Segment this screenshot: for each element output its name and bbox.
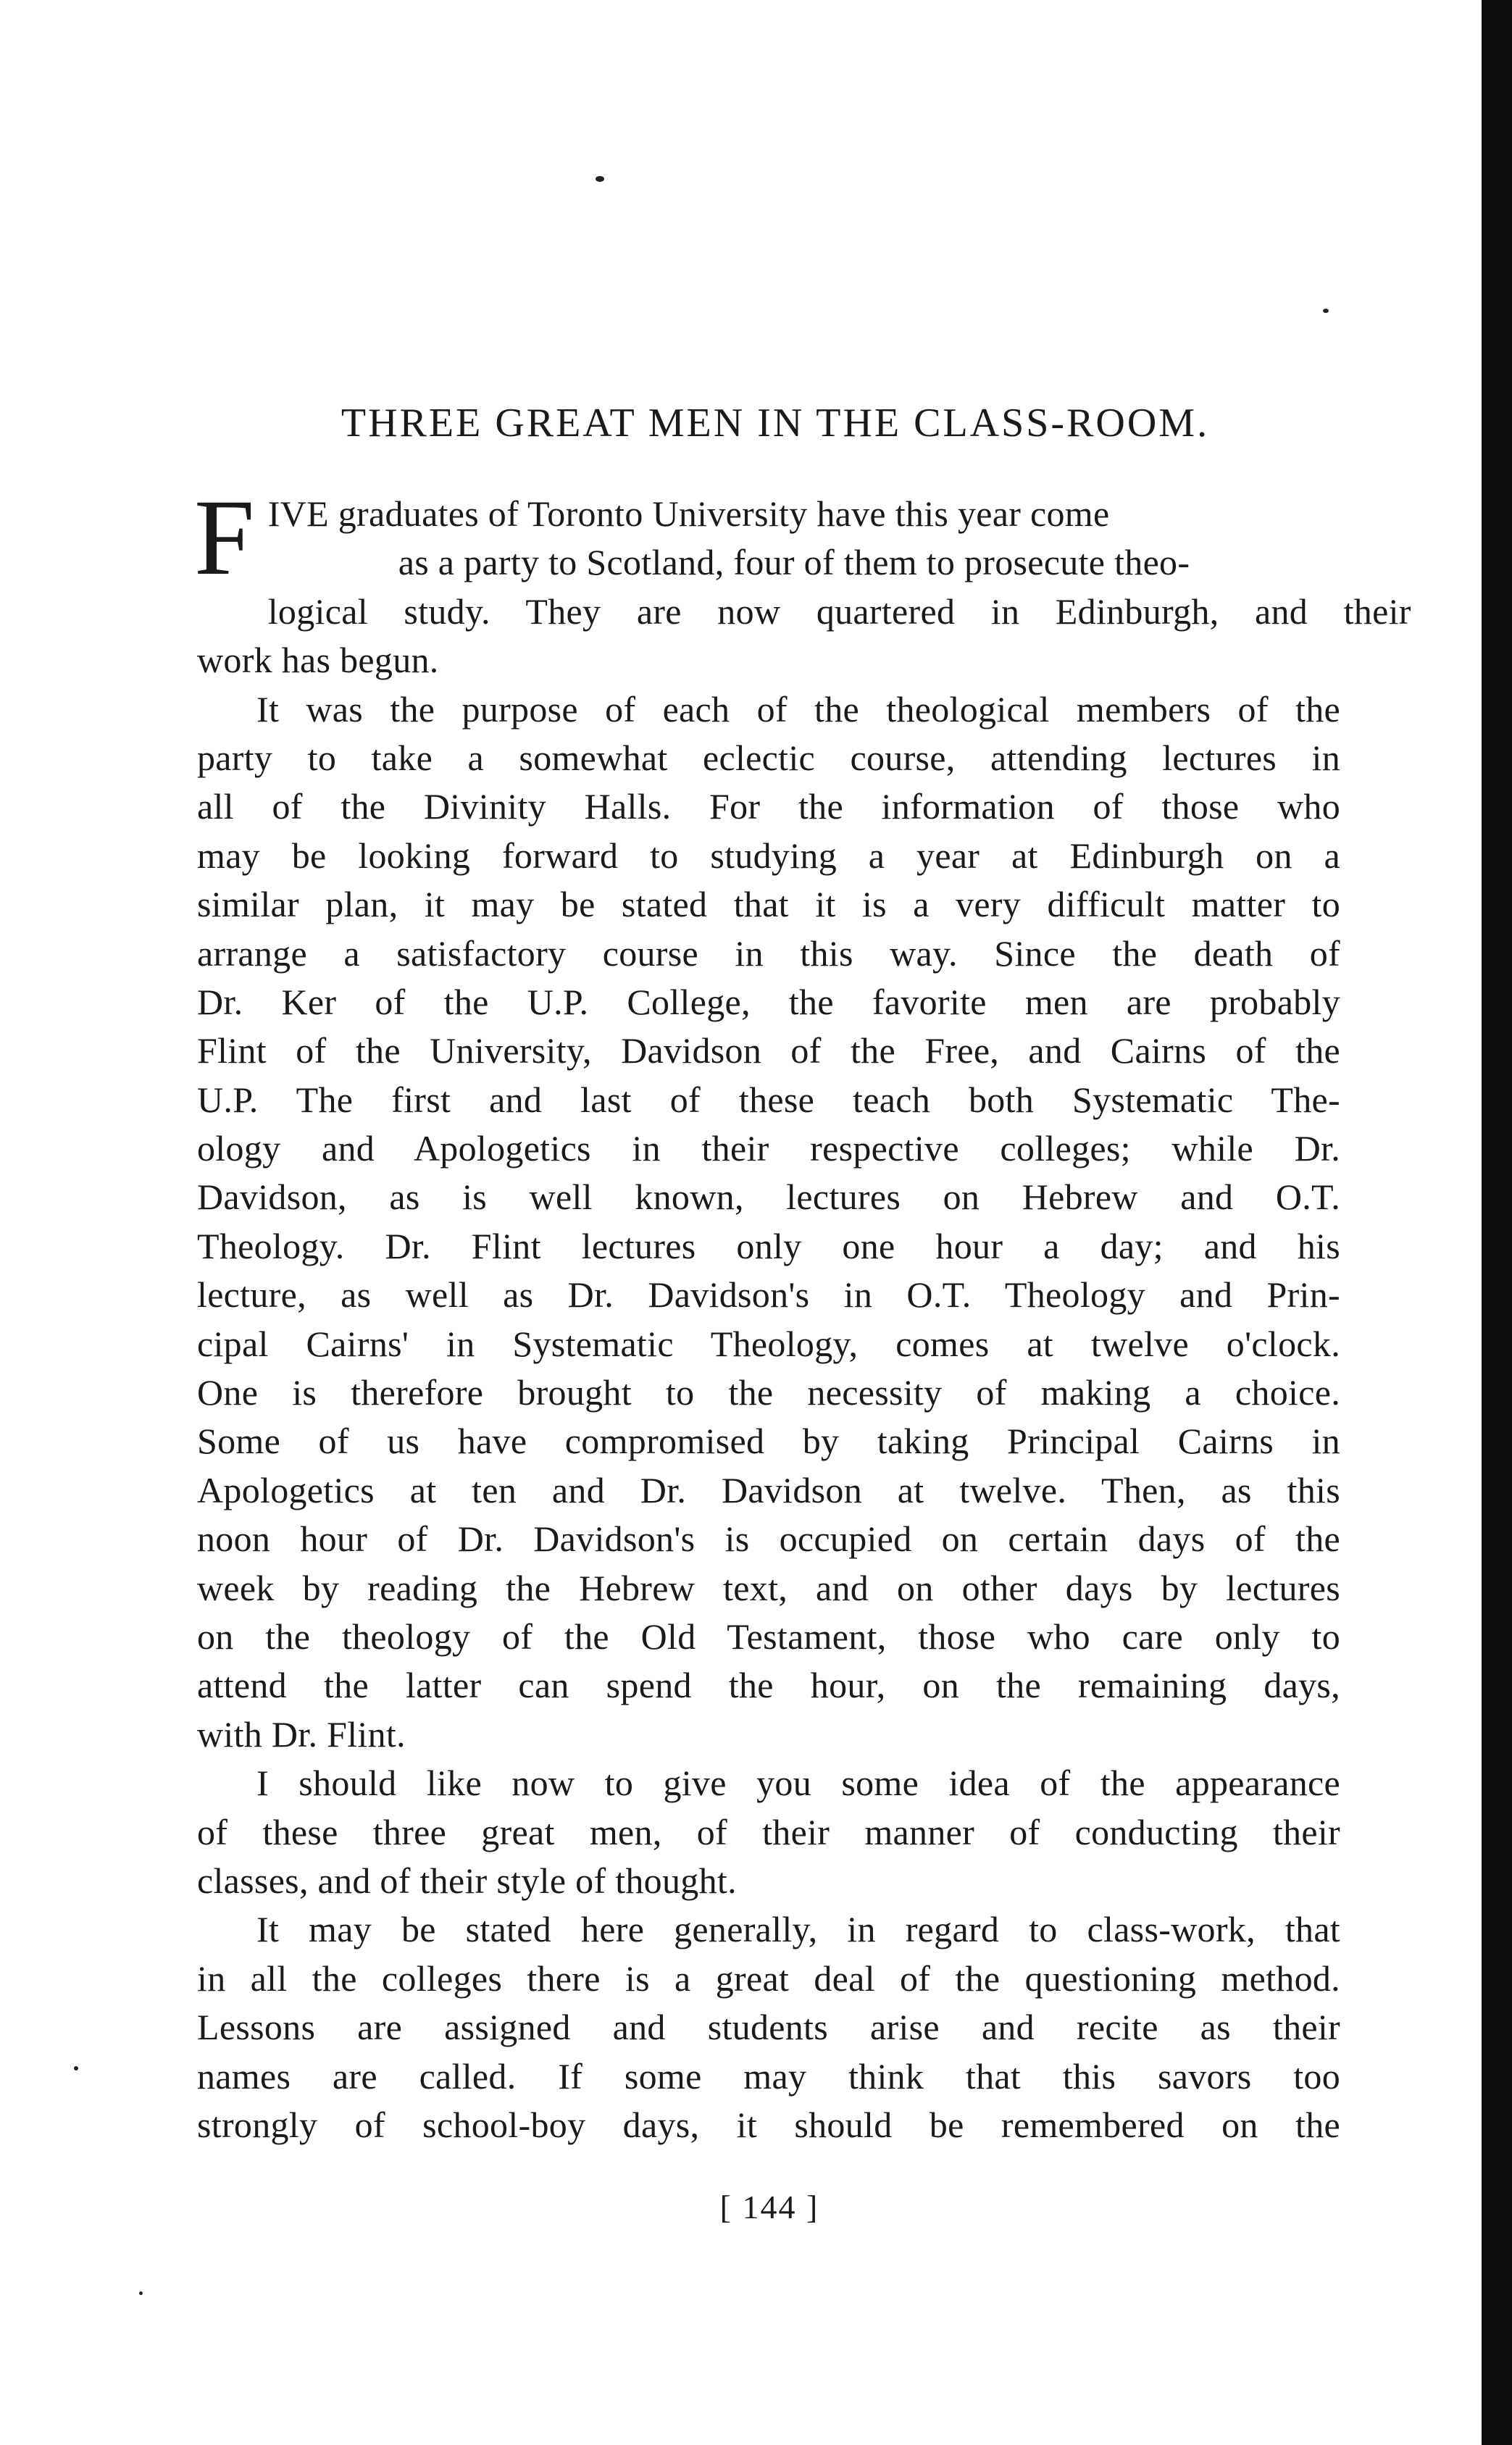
text-line: on the theology of the Old Testament, those who care only to <box>197 1616 1340 1657</box>
chapter-title: THREE GREAT MEN IN THE CLASS-ROOM. <box>341 401 1210 446</box>
text-line: U.P. The first and last of these teach both Systematic The- <box>197 1079 1340 1120</box>
text-line: week by reading the Hebrew text, and on other days by lectures <box>197 1567 1340 1608</box>
text-line: Flint of the University, Davidson of the Free, and Cairns of the <box>197 1030 1340 1071</box>
scan-speck <box>139 2291 143 2295</box>
text-line: It was the purpose of each of the theological members of the <box>256 688 1340 730</box>
text-line: Davidson, as is well known, lectures on Hebrew and O.T. <box>197 1176 1340 1218</box>
text-line: as a party to Scotland, four of them to prosecute theo- <box>398 542 1190 583</box>
text-line: all of the Divinity Halls. For the information of those who <box>197 786 1340 827</box>
text-line: arrange a satisfactory course in this way. Since the death of <box>197 932 1340 974</box>
text-line: Dr. Ker of the U.P. College, the favorite men are probably <box>197 981 1340 1022</box>
text-line: classes, and of their style of thought. <box>197 1860 737 1901</box>
text-line: I should like now to give you some idea of the appearance <box>256 1763 1340 1804</box>
text-line: Lessons are assigned and students arise and recite as their <box>197 2007 1340 2048</box>
text-line: noon hour of Dr. Davidson's is occupied on certain days of the <box>197 1518 1340 1560</box>
drop-cap: F <box>194 477 255 598</box>
body-text <box>194 477 1411 2149</box>
text-line: names are called. If some may think that this savors too <box>197 2055 1340 2097</box>
text-line: One is therefore brought to the necessity of making a choice. <box>197 1372 1340 1413</box>
scan-speck <box>596 176 604 182</box>
text-line: ology and Apologetics in their respective colleges; while Dr. <box>197 1128 1340 1169</box>
text-line: similar plan, it may be stated that it is a very difficult matter to <box>197 884 1340 925</box>
scan-speck <box>74 2066 78 2070</box>
binding-shadow <box>1482 0 1512 2445</box>
scan-speck <box>1323 309 1329 313</box>
text-line: in all the colleges there is a great deal of the questioning method. <box>197 1957 1340 1999</box>
text-line: Some of us have compromised by taking Principal Cairns in <box>197 1421 1340 1462</box>
text-line: party to take a somewhat eclectic course, attending lectures in <box>197 737 1340 778</box>
text-line: strongly of school-boy days, it should be remembered on the <box>197 2104 1340 2145</box>
text-line: with Dr. Flint. <box>197 1713 406 1755</box>
text-line: cipal Cairns' in Systematic Theology, comes at twelve o'clock. <box>197 1323 1340 1364</box>
text-line: work has begun. <box>197 640 439 681</box>
text-line: of these three great men, of their manner of conducting their <box>197 1811 1340 1852</box>
text-line: may be looking forward to studying a year at Edinburgh on a <box>197 835 1340 876</box>
text-line: Apologetics at ten and Dr. Davidson at twelve. Then, as this <box>197 1469 1340 1510</box>
text-line: attend the latter can spend the hour, on the remaining days, <box>197 1665 1340 1706</box>
text-line: logical study. They are now quartered in Edinburgh, and their <box>267 590 1411 632</box>
page-number: [ 144 ] <box>719 2189 819 2225</box>
text-line: It may be stated here generally, in regard to class-work, that <box>256 1909 1340 1950</box>
text-line: Theology. Dr. Flint lectures only one hour a day; and his <box>197 1225 1340 1266</box>
text-line: IVE graduates of Toronto University have this year come <box>267 493 1110 534</box>
text-line: lecture, as well as Dr. Davidson's in O.T. Theology and Prin- <box>197 1274 1340 1316</box>
